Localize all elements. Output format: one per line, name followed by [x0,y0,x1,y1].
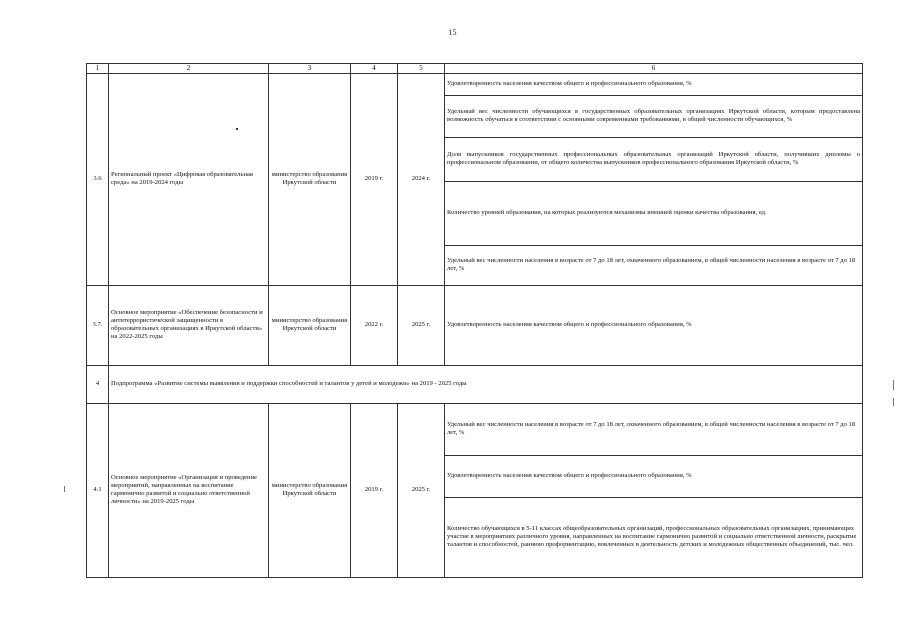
indicator: Доля выпускников государственных профессиональных образовательных организаций Иркутской области, получивших дипломы о профессиональном образовании, от общего количества выпускников профессионального образования Иркутской области, % [445,137,863,181]
scan-margin-mark [893,398,894,406]
table-row [87,403,863,455]
executor: министерство образования Иркутской области [269,403,351,577]
indicator: Количество обучающихся в 5-11 классах общеобразовательных организаций, профессиональных образовательных организациях, принимающих участие в мероприятиях различного уровня, направленных на воспитание гармонично развитой и социально ответственной личности, раскрытие талантов и способностей, раннюю профориентацию, вовлеченных в деятельность детских и молодежных общественных объединений, тыс. чел. [445,497,863,577]
start-year: 2019 г. [351,73,398,285]
scan-margin-mark [893,380,894,390]
end-year: 2025 г. [398,403,445,577]
indicator: Удельный вес численности населения в возрасте от 7 до 18 лет, охваченного образованием, в общей численности населения в возрасте от 7 до 18 лет, % [445,403,863,455]
scan-margin-mark [64,486,65,492]
header-cell: 4 [351,64,398,74]
indicator: Удельный вес численности обучающихся в государственных образовательных организациях Иркутской области, которым предоставлена возможность обучаться в соответствии с основными современными требованиями, в общей численности обучающихся, % [445,95,863,137]
table-row [87,285,863,365]
subprogram-row [87,365,863,403]
executor: министерство образования Иркутской области [269,73,351,285]
start-year: 2019 г. [351,403,398,577]
measure-name: Основное мероприятие «Обеспечение безопасности и антитеррористической защищенности в образовательных организациях в Иркутской области» на 2022-2025 годы [109,285,269,365]
measures-table [86,63,863,578]
header-cell: 3 [269,64,351,74]
subprogram-title: Подпрограмма «Развитие системы выявления и поддержки способностей и талантов у детей и молодежи» на 2019 - 2025 годы [109,365,863,403]
measure-name: Региональный проект «Цифровая образовательная среда» на 2019-2024 годы [109,73,269,285]
indicator: Удовлетворенность населения качеством общего и профессионального образования, % [445,455,863,497]
header-cell: 6 [445,64,863,74]
indicator: Удовлетворенность населения качеством общего и профессионального образования, % [445,73,863,95]
page-number: 15 [448,28,457,37]
row-number: 3.6 [87,73,109,285]
table-row [87,73,863,95]
indicator: Удовлетворенность населения качеством общего и профессионального образования, % [445,285,863,365]
header-cell: 5 [398,64,445,74]
table-header-row [87,64,863,74]
indicator: Удельный вес численности населения в возрасте от 7 до 18 лет, охваченного образованием, в общей численности населения в возрасте от 7 до 18 лет, % [445,245,863,285]
header-cell: 1 [87,64,109,74]
row-number: 4 [87,365,109,403]
measure-name: Основное мероприятие «Организация и проведение мероприятий, направленных на воспитание гармонично развитой и социально ответственной личности» на 2019-2025 годы [109,403,269,577]
end-year: 2025 г. [398,285,445,365]
executor: министерство образования Иркутской области [269,285,351,365]
row-number: 4.1 [87,403,109,577]
indicator: Количество уровней образования, на которых реализуются механизмы внешней оценки качества образования, ед. [445,181,863,245]
header-cell: 2 [109,64,269,74]
start-year: 2022 г. [351,285,398,365]
end-year: 2024 г. [398,73,445,285]
row-number: 3.7. [87,285,109,365]
